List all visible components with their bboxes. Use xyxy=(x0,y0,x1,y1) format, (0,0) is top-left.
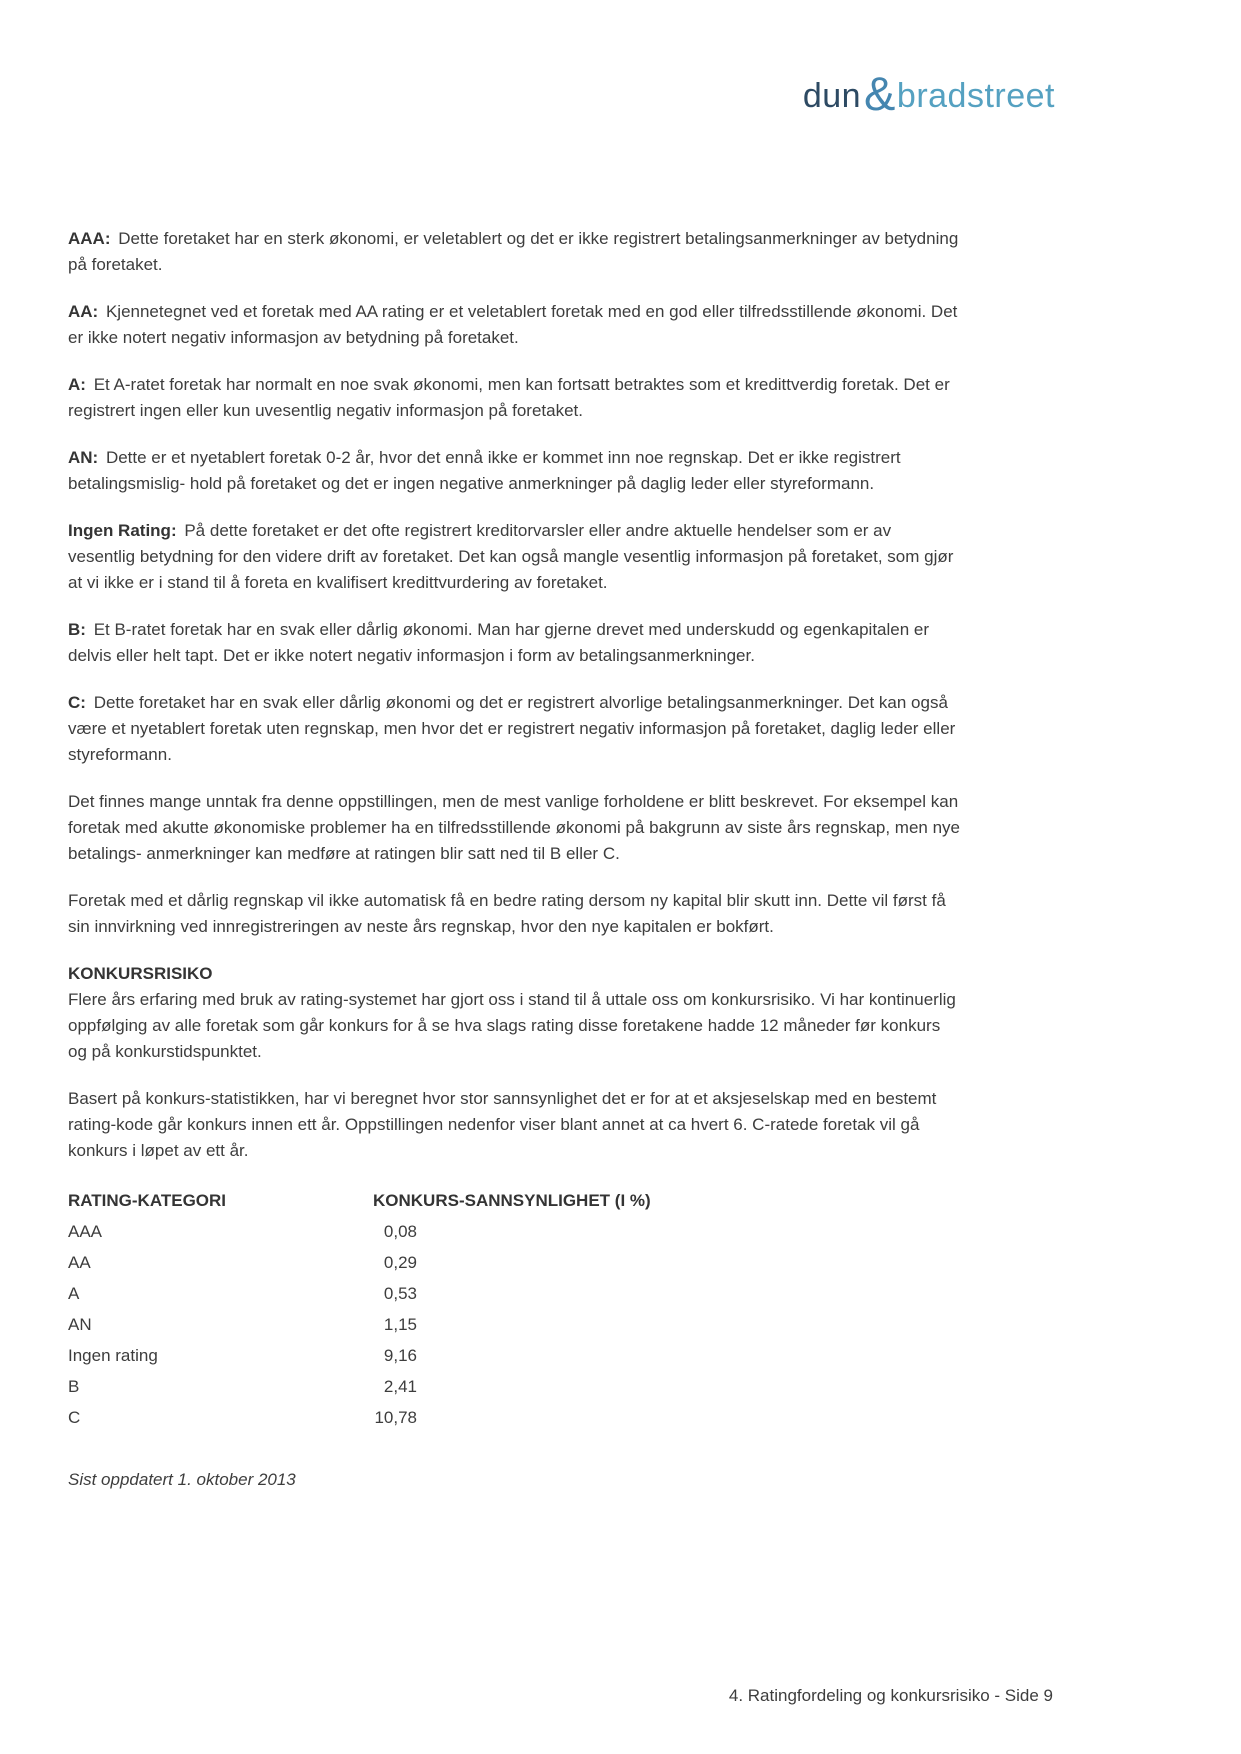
paragraph-exceptions xyxy=(68,789,960,867)
table-row xyxy=(68,1371,960,1402)
konkurs-probability-header: KONKURS-SANNSYNLIGHET (I %) xyxy=(373,1190,651,1210)
probability-value-cell: 0,53 xyxy=(383,1283,417,1303)
paragraph-text: Et A-ratet foretak har normalt en noe svak økonomi, men kan fortsatt betraktes som et kredittverdig foretak. Det er registrert ingen eller kun uvesentlig negativ informasjon på foretaket. xyxy=(68,375,950,420)
paragraph-ingen-rating xyxy=(68,518,960,596)
paragraph-text: Dette foretaket har en svak eller dårlig økonomi og det er registrert alvorlige betalingsanmerkninger. Det kan også være et nyetablert foretak uten regnskap, men hvor det er registrert negativ informasjon på foretaket, daglig leder eller styreformann. xyxy=(68,693,956,764)
rating-category-cell: C xyxy=(68,1407,81,1427)
paragraph-lead: AA: xyxy=(68,302,99,321)
paragraph-lead: Ingen Rating: xyxy=(68,521,177,540)
paragraph-c xyxy=(68,690,960,768)
rating-category-cell: B xyxy=(68,1376,80,1396)
paragraph-text: Dette er et nyetablert foretak 0-2 år, hvor det ennå ikke er kommet inn noe regnskap. Det er ikke registrert betalingsmislig- hold på foretaket og det er ingen negative anmerkninger på daglig leder eller styreformann. xyxy=(68,448,901,493)
paragraph-text: Kjennetegnet ved et foretak med AA rating er et veletablert foretak med en god eller tilfredsstillende økonomi. Det er ikke notert negativ informasjon av betydning på foretaket. xyxy=(68,302,958,347)
paragraph-text: Dette foretaket har en sterk økonomi, er veletablert og det er ikke registrert betalingsanmerkninger av betydning på foretaket. xyxy=(68,229,959,274)
table-row xyxy=(68,1340,960,1371)
probability-value-cell: 2,41 xyxy=(383,1376,417,1396)
paragraph-new-capital xyxy=(68,888,960,940)
table-row xyxy=(68,1247,960,1278)
konkursrisiko-heading: KONKURSRISIKO xyxy=(68,964,213,983)
rating-category-cell: A xyxy=(68,1283,80,1303)
paragraph-text: Det finnes mange unntak fra denne oppstillingen, men de mest vanlige forholdene er blitt beskrevet. For eksempel kan foretak med akutte økonomiske problemer ha en tilfredsstillende økonomi på bakgrunn av siste års regnskap, men nye betalings- anmerkninger kan medføre at ratingen blir satt ned til B eller C. xyxy=(68,792,961,863)
paragraph-lead: B: xyxy=(68,620,86,639)
paragraph-text: På dette foretaket er det ofte registrert kreditorvarsler eller andre aktuelle hendelser som er av vesentlig betydning for den videre drift av foretaket. Det kan også mangle vesentlig informasjon på foretaket, som gjør at vi ikke er i stand til å foreta en kvalifisert kredittvurdering av foretaket. xyxy=(68,521,954,592)
logo-word-bradstreet: bradstreet xyxy=(896,77,1055,115)
paragraph-aa xyxy=(68,299,960,351)
table-header-row xyxy=(68,1185,960,1216)
paragraph-aaa xyxy=(68,226,960,278)
page-footer: 4. Ratingfordeling og konkursrisiko - Side 9 xyxy=(728,1686,1053,1705)
table-row xyxy=(68,1402,960,1433)
paragraph-a xyxy=(68,372,960,424)
updated-note: Sist oppdatert 1. oktober 2013 xyxy=(68,1470,296,1489)
rating-probability-table xyxy=(68,1185,960,1433)
probability-value-cell: 0,29 xyxy=(383,1252,417,1272)
paragraph-lead: AAA: xyxy=(68,229,111,248)
paragraph-text: Et B-ratet foretak har en svak eller dårlig økonomi. Man har gjerne drevet med underskudd og egenkapitalen er delvis eller helt tapt. Det er ikke notert negativ informasjon i form av betalingsanmerkninger. xyxy=(68,620,930,665)
paragraph-lead: A: xyxy=(68,375,86,394)
dun-bradstreet-logo xyxy=(802,67,1055,120)
paragraph-b xyxy=(68,617,960,669)
rating-category-cell: Ingen rating xyxy=(68,1345,158,1365)
probability-value-cell: 10,78 xyxy=(374,1407,417,1427)
probability-value-cell: 0,08 xyxy=(383,1221,417,1241)
konkursrisiko-paragraph-2: Basert på konkurs-statistikken, har vi beregnet hvor stor sannsynlighet det er for at et aksjeselskap med en bestemt rating-kode går konkurs innen ett år. Oppstillingen nedenfor viser blant annet at ca hvert 6. C-ratede foretak vil gå konkurs i løpet av ett år. xyxy=(68,1089,937,1160)
konkursrisiko-paragraph-1: Flere års erfaring med bruk av rating-systemet har gjort oss i stand til å uttale oss om konkursrisiko. Vi har kontinuerlig oppfølging av alle foretak som går konkurs for å se hva slags rating disse foretakene hadde 12 måneder før konkurs og på konkurstidspunktet. xyxy=(68,990,956,1061)
section-konkursrisiko xyxy=(68,961,960,1065)
paragraph-text: Foretak med et dårlig regnskap vil ikke automatisk få en bedre rating dersom ny kapital blir skutt inn. Dette vil først få sin innvirkning ved innregistreringen av neste års regnskap, hvor den nye kapitalen er bokført. xyxy=(68,891,946,936)
rating-category-cell: AAA xyxy=(68,1221,103,1241)
paragraph-lead: AN: xyxy=(68,448,99,467)
table-row xyxy=(68,1278,960,1309)
logo-word-dun: dun xyxy=(802,77,862,115)
paragraph-an xyxy=(68,445,960,497)
rating-category-header: RATING-KATEGORI xyxy=(68,1190,227,1210)
paragraph-lead: C: xyxy=(68,693,86,712)
document-body xyxy=(68,226,960,1493)
probability-value-cell: 1,15 xyxy=(383,1314,417,1334)
table-row xyxy=(68,1309,960,1340)
table-row xyxy=(68,1216,960,1247)
rating-category-cell: AA xyxy=(68,1252,91,1272)
probability-value-cell: 9,16 xyxy=(383,1345,417,1365)
logo-ampersand-icon: & xyxy=(864,67,896,120)
rating-category-cell: AN xyxy=(68,1314,92,1334)
